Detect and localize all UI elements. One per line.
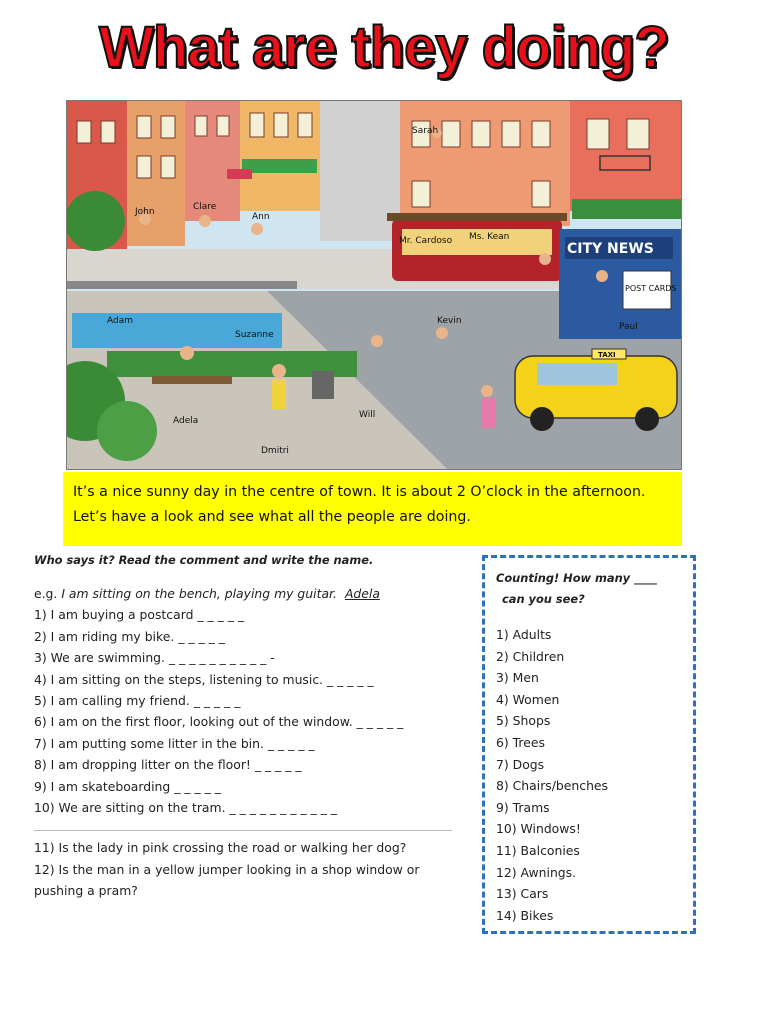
counting-box	[482, 555, 696, 934]
counting-item: 8) Chairs/benches	[496, 778, 609, 794]
counting-item: 13) Cars	[496, 886, 549, 902]
counting-heading: Counting! How many ____	[496, 571, 657, 585]
counting-item: 12) Awnings.	[496, 864, 577, 880]
scene-label-suzanne: Suzanne	[235, 330, 274, 340]
scene-label-will: Will	[359, 410, 376, 420]
who-says-it-section	[34, 553, 458, 902]
question-item: 8) I am dropping litter on the floor! _ _ _ _ _	[34, 757, 302, 773]
counting-item: 5) Shops	[496, 713, 551, 729]
counting-item: 10) Windows!	[496, 821, 581, 837]
question-item: 2) I am riding my bike. _ _ _ _ _	[34, 628, 225, 644]
counting-item: 14) Bikes	[496, 907, 554, 923]
who-says-it-instruction: Who says it? Read the comment and write the name.	[34, 553, 374, 567]
question-item: 6) I am on the first floor, looking out of the window. _ _ _ _ _	[34, 714, 404, 730]
question-item: 5) I am calling my friend. _ _ _ _ _	[34, 692, 241, 708]
scene-label-sarah: Sarah	[412, 126, 439, 136]
intro-box: It’s a nice sunny day in the centre of town. It is about 2 O’clock in the afternoon. Let’s have a look and see what all the people are doing.	[63, 472, 682, 546]
counting-item: 6) Trees	[496, 734, 545, 750]
scene-label-city-news: CITY NEWS	[567, 241, 654, 257]
town-scene-illustration	[66, 100, 682, 470]
counting-item: 1) Adults	[496, 627, 552, 642]
question-item: 1) I am buying a postcard _ _ _ _ _	[34, 607, 245, 623]
question-item: 3) We are swimming. _ _ _ _ _ _ _ _ _ _ -	[34, 650, 275, 666]
scene-label-kevin: Kevin	[437, 316, 462, 326]
example-sentence: I am sitting on the bench, playing my guitar.	[61, 586, 337, 601]
scene-label-post-cards: POST CARDS	[625, 284, 677, 293]
scene-label-ms-kean: Ms. Kean	[469, 232, 510, 242]
counting-item: 3) Men	[496, 670, 539, 686]
scene-label-mr-cardoso: Mr. Cardoso	[399, 236, 453, 246]
scene-label-ann: Ann	[252, 212, 270, 222]
question-11: 11) Is the lady in pink crossing the road or walking her dog?	[34, 840, 407, 856]
counting-item: 9) Trams	[496, 799, 550, 815]
example-line	[34, 583, 458, 604]
counting-item: 11) Balconies	[496, 842, 580, 858]
question-item: 10) We are sitting on the tram. _ _ _ _ _ _ _ _ _ _ _	[34, 799, 337, 815]
counting-item: 2) Children	[496, 648, 565, 664]
section-divider	[34, 830, 452, 831]
counting-item: 7) Dogs	[496, 756, 545, 772]
question-12: 12) Is the man in a yellow jumper looking in a shop window or pushing a pram?	[34, 861, 420, 899]
question-item: 9) I am skateboarding _ _ _ _ _	[34, 778, 221, 794]
counting-subheading: can you see?	[502, 592, 585, 606]
question-item: 4) I am sitting on the steps, listening to music. _ _ _ _ _	[34, 671, 374, 687]
scene-label-adam: Adam	[107, 316, 133, 326]
question-item: 7) I am putting some litter in the bin. _ _ _ _ _	[34, 735, 315, 751]
scene-label-paul: Paul	[619, 322, 638, 332]
counting-item: 4) Women	[496, 691, 560, 707]
scene-label-john: John	[135, 207, 155, 217]
worksheet-title: What are they doing?	[99, 15, 669, 80]
town-scene-drawing	[67, 101, 681, 469]
scene-label-taxi: TAXI	[598, 351, 616, 359]
scene-label-dmitri: Dmitri	[261, 446, 289, 456]
example-prefix: e.g.	[34, 586, 62, 601]
example-answer: Adela	[344, 586, 380, 601]
scene-label-adela: Adela	[173, 416, 199, 426]
scene-label-clare: Clare	[193, 202, 217, 212]
